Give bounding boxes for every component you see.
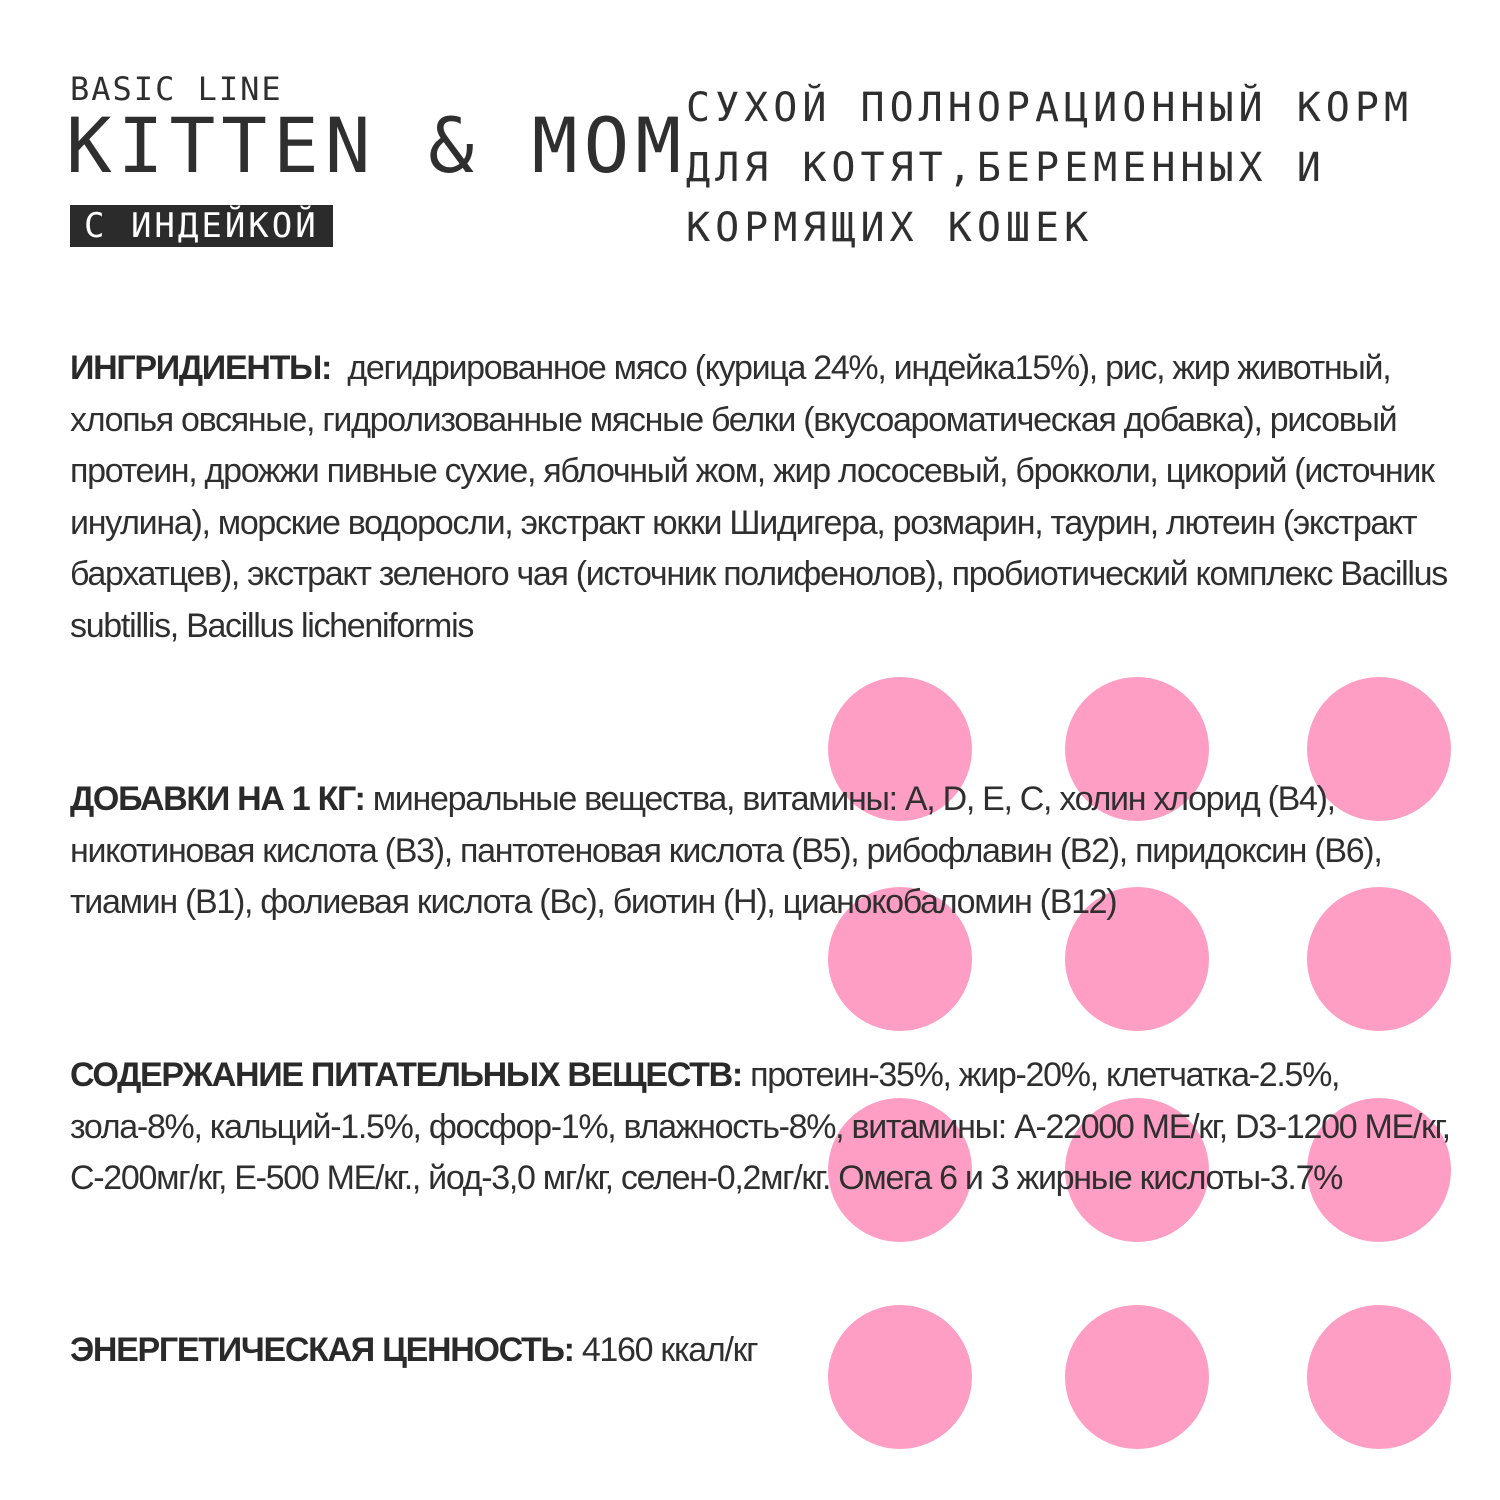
description-line: КОРМЯЩИХ КОШЕК [686,205,1094,251]
flavor-badge: С ИНДЕЙКОЙ [70,205,333,247]
additives-section [70,774,1455,929]
ingredients-label: ИНГРИДИЕНТЫ: [70,349,332,387]
ingredients-text: дегидрированное мясо (курица 24%, индейка15%), рис, жир животный, хлопья овсяные, гидролизованные мясные белки (вкусоароматическая добавка), рисовый протеин, дрожжи пивные сухие, яблочный жом, жир лососевый, брокколи, цикорий (источник инулина), морские водоросли, экстракт юкки Шидигера, розмарин, таурин, лютеин (экстракт бархатцев), экстракт зеленого чая (источник полифенолов), пробиотический комплекс Bacillus subtillis, Bacillus licheniformis [70,349,1447,645]
nutrients-label: СОДЕРЖАНИЕ ПИТАТЕЛЬНЫХ ВЕЩЕСТВ: [70,1056,742,1094]
product-line-label: BASIC LINE [70,70,283,108]
additives-text: минеральные вещества, витамины: A, D, E, C, холин хлорид (B4), никотиновая кислота (B3), пантотеновая кислота (B5), рибофлавин (B2), пиридоксин (B6), тиамин (B1), фолиевая кислота (Bc), биотин (H), цианокобаломин (B12) [70,780,1382,921]
nutrients-section [70,1050,1455,1205]
nutrients-text: протеин-35%, жир-20%, клетчатка-2.5%, зола-8%, кальций-1.5%, фосфор-1%, влажность-8%, витамины: А-22000 МЕ/кг, D3-1200 МЕ/кг, С-200мг/кг, Е-500 МЕ/кг., йод-3,0 мг/кг, селен-0,2мг/кг. Омега 6 и 3 жирные кислоты-3.7% [70,1056,1450,1197]
description-line: ДЛЯ КОТЯТ,БЕРЕМЕННЫХ И [686,145,1326,191]
energy-section [70,1325,1455,1377]
energy-text: 4160 ккал/кг [581,1331,758,1369]
energy-label: ЭНЕРГЕТИЧЕСКАЯ ЦЕННОСТЬ: [70,1331,574,1369]
additives-label: ДОБАВКИ НА 1 КГ: [70,780,365,818]
product-description [686,78,1476,258]
ingredients-section [70,343,1455,652]
product-name: KITTEN & MOM [66,101,688,190]
description-line: СУХОЙ ПОЛНОРАЦИОННЫЙ КОРМ [686,85,1414,131]
